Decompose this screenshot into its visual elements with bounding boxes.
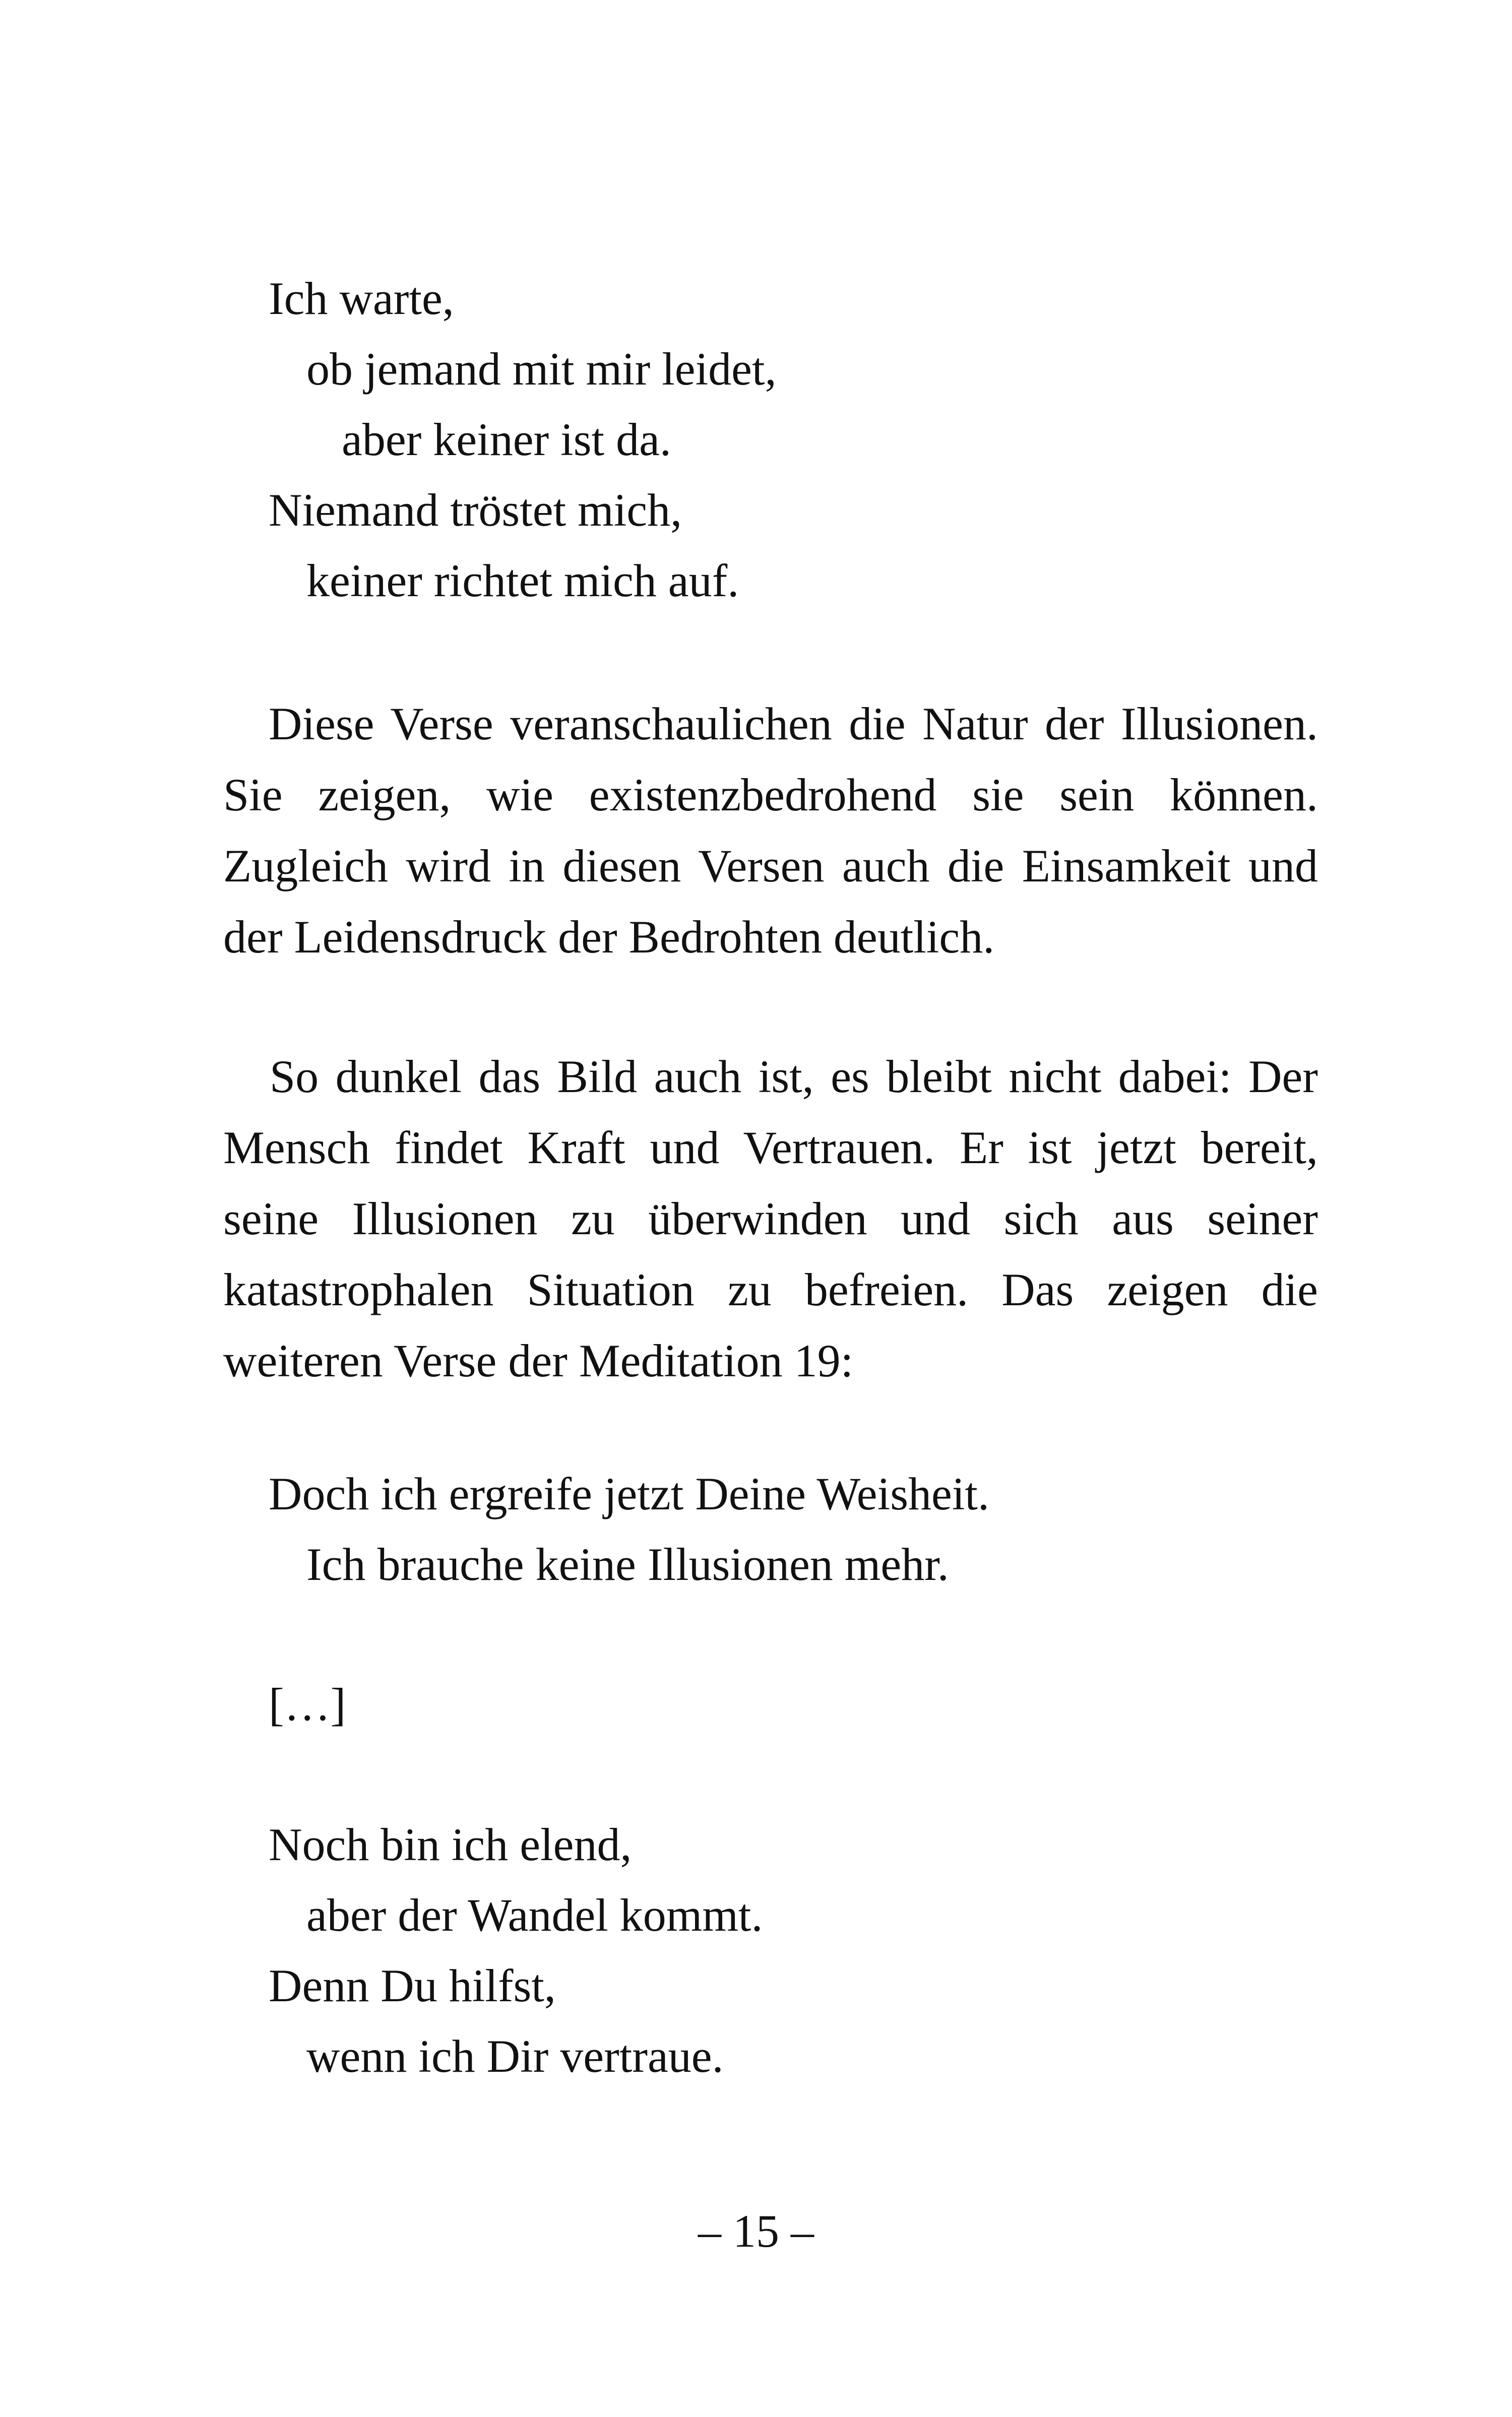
verse-line: Noch bin ich elend, xyxy=(269,1819,632,1870)
verse-line: ob jemand mit mir leidet, xyxy=(306,343,777,395)
verse-line: aber der Wandel kommt. xyxy=(306,1889,763,1941)
ellipsis-marker: […] xyxy=(269,1679,346,1730)
verse-line: Doch ich ergreife jetzt Deine Weisheit. xyxy=(269,1468,989,1519)
verse-line: Ich warte, xyxy=(269,273,454,324)
page-number: – 15 – xyxy=(698,2205,814,2257)
verse-line: Niemand tröstet mich, xyxy=(269,484,682,536)
prose-paragraph: Diese Verse veranschaulichen die Natur der Illusionen. Sie zeigen, wie existenzbedrohend sie sein können. Zugleich wird in diesen Versen auch die Einsamkeit und der Leidensdruck der Bedrohten deutlich. xyxy=(223,698,1318,963)
verse-line: keiner richtet mich auf. xyxy=(306,555,739,606)
verse-line: Ich brauche keine Illusionen mehr. xyxy=(306,1539,949,1590)
verse-line: Denn Du hilfst, xyxy=(269,1960,556,2011)
verse-line: wenn ich Dir vertraue. xyxy=(306,2030,724,2082)
verse-line: aber keiner ist da. xyxy=(342,414,671,465)
prose-paragraph: So dunkel das Bild auch ist, es bleibt nicht dabei: Der Mensch findet Kraft und Vertrauen. Er ist jetzt bereit, seine Illusionen zu überwinden und sich aus seiner katastrophalen Situation zu befreien. Das zeigen die weiteren Verse der Meditation 19: xyxy=(223,1051,1318,1386)
